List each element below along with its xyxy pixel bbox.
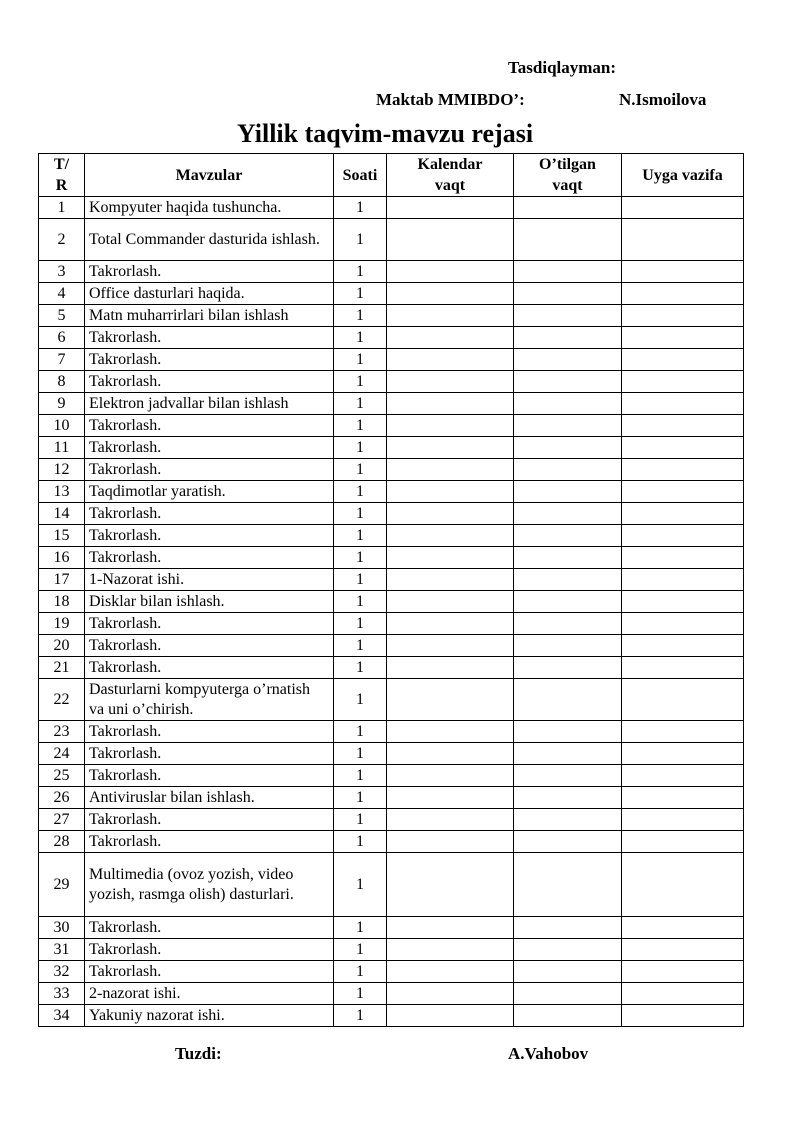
hours-cell: 1 <box>334 393 387 415</box>
calendar-time-cell <box>387 853 514 917</box>
table-row <box>39 809 744 831</box>
homework-cell <box>622 809 744 831</box>
row-number-cell: 6 <box>39 327 85 349</box>
calendar-time-cell <box>387 393 514 415</box>
completed-time-cell <box>514 743 622 765</box>
topic-cell: Antiviruslar bilan ishlash. <box>85 787 334 809</box>
table-row <box>39 349 744 371</box>
hours-cell: 1 <box>334 261 387 283</box>
column-header-topics: Mavzular <box>85 154 334 197</box>
column-header-hours: Soati <box>334 154 387 197</box>
table-row <box>39 961 744 983</box>
row-number-cell: 30 <box>39 917 85 939</box>
approval-label: Tasdiqlayman: <box>508 58 617 77</box>
homework-cell <box>622 197 744 219</box>
calendar-time-cell <box>387 197 514 219</box>
row-number-cell: 18 <box>39 591 85 613</box>
homework-cell <box>622 261 744 283</box>
calendar-time-cell <box>387 437 514 459</box>
calendar-time-cell <box>387 569 514 591</box>
homework-cell <box>622 547 744 569</box>
hours-cell: 1 <box>334 547 387 569</box>
topic-cell: Takrorlash. <box>85 743 334 765</box>
hours-cell: 1 <box>334 503 387 525</box>
topic-cell: Takrorlash. <box>85 503 334 525</box>
completed-time-cell <box>514 917 622 939</box>
topic-cell: Takrorlash. <box>85 809 334 831</box>
table-row <box>39 261 744 283</box>
table-row <box>39 327 744 349</box>
table-row <box>39 437 744 459</box>
topic-cell: Taqdimotlar yaratish. <box>85 481 334 503</box>
hours-cell: 1 <box>334 283 387 305</box>
completed-time-cell <box>514 765 622 787</box>
row-number-cell: 7 <box>39 349 85 371</box>
calendar-time-cell <box>387 809 514 831</box>
calendar-time-cell <box>387 547 514 569</box>
homework-cell <box>622 525 744 547</box>
topic-cell: Takrorlash. <box>85 349 334 371</box>
hours-cell: 1 <box>334 787 387 809</box>
row-number-cell: 9 <box>39 393 85 415</box>
table-row <box>39 787 744 809</box>
hours-cell: 1 <box>334 327 387 349</box>
calendar-time-cell <box>387 371 514 393</box>
calendar-time-cell <box>387 481 514 503</box>
calendar-time-cell <box>387 613 514 635</box>
topic-cell: Takrorlash. <box>85 437 334 459</box>
hours-cell: 1 <box>334 721 387 743</box>
hours-cell: 1 <box>334 917 387 939</box>
homework-cell <box>622 569 744 591</box>
hours-cell: 1 <box>334 743 387 765</box>
calendar-time-cell <box>387 961 514 983</box>
completed-time-cell <box>514 305 622 327</box>
calendar-time-cell <box>387 261 514 283</box>
topic-cell: Elektron jadvallar bilan ishlash <box>85 393 334 415</box>
completed-time-cell <box>514 569 622 591</box>
row-number-cell: 23 <box>39 721 85 743</box>
row-number-cell: 11 <box>39 437 85 459</box>
table-row <box>39 219 744 261</box>
hours-cell: 1 <box>334 613 387 635</box>
row-number-cell: 21 <box>39 657 85 679</box>
homework-cell <box>622 591 744 613</box>
hours-cell: 1 <box>334 437 387 459</box>
table-body <box>39 197 744 1027</box>
row-number-cell: 20 <box>39 635 85 657</box>
row-number-cell: 12 <box>39 459 85 481</box>
calendar-time-cell <box>387 415 514 437</box>
topic-cell: Takrorlash. <box>85 939 334 961</box>
topic-cell: Total Commander dasturida ishlash. <box>85 219 334 261</box>
topic-cell: 1-Nazorat ishi. <box>85 569 334 591</box>
homework-cell <box>622 721 744 743</box>
completed-time-cell <box>514 547 622 569</box>
table-row <box>39 721 744 743</box>
row-number-cell: 27 <box>39 809 85 831</box>
completed-time-cell <box>514 721 622 743</box>
row-number-cell: 25 <box>39 765 85 787</box>
calendar-time-cell <box>387 743 514 765</box>
table-row <box>39 393 744 415</box>
topic-cell: Matn muharrirlari bilan ishlash <box>85 305 334 327</box>
calendar-time-cell <box>387 679 514 721</box>
topic-cell: Yakuniy nazorat ishi. <box>85 1005 334 1027</box>
completed-time-cell <box>514 349 622 371</box>
topic-cell: Multimedia (ovoz yozish, video yozish, rasmga olish) dasturlari. <box>85 853 334 917</box>
homework-cell <box>622 349 744 371</box>
table-row <box>39 371 744 393</box>
completed-time-cell <box>514 657 622 679</box>
row-number-cell: 29 <box>39 853 85 917</box>
table-row <box>39 591 744 613</box>
column-header-homework: Uyga vazifa <box>622 154 744 197</box>
homework-cell <box>622 613 744 635</box>
calendar-time-cell <box>387 305 514 327</box>
topic-cell: Takrorlash. <box>85 765 334 787</box>
table-row <box>39 415 744 437</box>
calendar-time-cell <box>387 1005 514 1027</box>
table-row <box>39 547 744 569</box>
completed-time-cell <box>514 809 622 831</box>
topic-cell: Takrorlash. <box>85 657 334 679</box>
topic-cell: Takrorlash. <box>85 261 334 283</box>
topic-cell: Takrorlash. <box>85 459 334 481</box>
topic-cell: Takrorlash. <box>85 721 334 743</box>
completed-time-cell <box>514 939 622 961</box>
topic-cell: Takrorlash. <box>85 917 334 939</box>
homework-cell <box>622 961 744 983</box>
calendar-time-cell <box>387 787 514 809</box>
row-number-cell: 10 <box>39 415 85 437</box>
row-number-cell: 19 <box>39 613 85 635</box>
row-number-cell: 14 <box>39 503 85 525</box>
table-row <box>39 1005 744 1027</box>
director-name: N.Ismoilova <box>619 90 707 109</box>
director-label: Maktab MMIBDO’: <box>376 90 525 109</box>
homework-cell <box>622 219 744 261</box>
homework-cell <box>622 831 744 853</box>
row-number-cell: 8 <box>39 371 85 393</box>
completed-time-cell <box>514 787 622 809</box>
calendar-time-cell <box>387 635 514 657</box>
completed-time-cell <box>514 371 622 393</box>
table-row <box>39 635 744 657</box>
hours-cell: 1 <box>334 371 387 393</box>
table-row <box>39 481 744 503</box>
table-row <box>39 917 744 939</box>
row-number-cell: 24 <box>39 743 85 765</box>
calendar-time-cell <box>387 283 514 305</box>
calendar-time-cell <box>387 831 514 853</box>
completed-time-cell <box>514 831 622 853</box>
table-row <box>39 939 744 961</box>
completed-time-cell <box>514 983 622 1005</box>
hours-cell: 1 <box>334 657 387 679</box>
row-number-cell: 28 <box>39 831 85 853</box>
calendar-time-cell <box>387 917 514 939</box>
calendar-time-cell <box>387 525 514 547</box>
row-number-cell: 17 <box>39 569 85 591</box>
row-number-cell: 31 <box>39 939 85 961</box>
topic-cell: Takrorlash. <box>85 327 334 349</box>
hours-cell: 1 <box>334 765 387 787</box>
hours-cell: 1 <box>334 983 387 1005</box>
hours-cell: 1 <box>334 415 387 437</box>
row-number-cell: 5 <box>39 305 85 327</box>
calendar-time-cell <box>387 983 514 1005</box>
homework-cell <box>622 371 744 393</box>
row-number-cell: 26 <box>39 787 85 809</box>
column-header-completed-time: O’tilgan vaqt <box>514 154 622 197</box>
completed-time-cell <box>514 525 622 547</box>
topic-cell: 2-nazorat ishi. <box>85 983 334 1005</box>
row-number-cell: 33 <box>39 983 85 1005</box>
hours-cell: 1 <box>334 305 387 327</box>
hours-cell: 1 <box>334 349 387 371</box>
completed-time-cell <box>514 853 622 917</box>
topic-cell: Takrorlash. <box>85 831 334 853</box>
completed-time-cell <box>514 679 622 721</box>
row-number-cell: 3 <box>39 261 85 283</box>
hours-cell: 1 <box>334 961 387 983</box>
homework-cell <box>622 503 744 525</box>
hours-cell: 1 <box>334 591 387 613</box>
table-row <box>39 853 744 917</box>
homework-cell <box>622 415 744 437</box>
hours-cell: 1 <box>334 1005 387 1027</box>
topic-cell: Dasturlarni kompyuterga o’rnatish va uni o’chirish. <box>85 679 334 721</box>
topic-cell: Takrorlash. <box>85 961 334 983</box>
topic-cell: Takrorlash. <box>85 415 334 437</box>
calendar-time-cell <box>387 939 514 961</box>
table-row <box>39 197 744 219</box>
calendar-time-cell <box>387 349 514 371</box>
calendar-time-cell <box>387 503 514 525</box>
homework-cell <box>622 635 744 657</box>
table-row <box>39 831 744 853</box>
hours-cell: 1 <box>334 809 387 831</box>
completed-time-cell <box>514 327 622 349</box>
row-number-cell: 22 <box>39 679 85 721</box>
row-number-cell: 15 <box>39 525 85 547</box>
calendar-time-cell <box>387 765 514 787</box>
lesson-plan-table <box>38 153 744 1027</box>
table-row <box>39 459 744 481</box>
hours-cell: 1 <box>334 525 387 547</box>
completed-time-cell <box>514 635 622 657</box>
hours-cell: 1 <box>334 635 387 657</box>
completed-time-cell <box>514 219 622 261</box>
table-row <box>39 569 744 591</box>
hours-cell: 1 <box>334 219 387 261</box>
homework-cell <box>622 459 744 481</box>
table-row <box>39 983 744 1005</box>
calendar-time-cell <box>387 721 514 743</box>
table-header-row <box>39 154 744 197</box>
hours-cell: 1 <box>334 679 387 721</box>
document-title: Yillik taqvim-mavzu rejasi <box>236 119 534 148</box>
row-number-cell: 2 <box>39 219 85 261</box>
homework-cell <box>622 983 744 1005</box>
homework-cell <box>622 327 744 349</box>
row-number-cell: 4 <box>39 283 85 305</box>
homework-cell <box>622 305 744 327</box>
completed-time-cell <box>514 503 622 525</box>
homework-cell <box>622 437 744 459</box>
row-number-cell: 13 <box>39 481 85 503</box>
calendar-time-cell <box>387 219 514 261</box>
calendar-time-cell <box>387 459 514 481</box>
calendar-time-cell <box>387 657 514 679</box>
column-header-calendar-time: Kalendar vaqt <box>387 154 514 197</box>
homework-cell <box>622 765 744 787</box>
completed-time-cell <box>514 961 622 983</box>
row-number-cell: 32 <box>39 961 85 983</box>
hours-cell: 1 <box>334 569 387 591</box>
table-row <box>39 305 744 327</box>
completed-time-cell <box>514 197 622 219</box>
completed-time-cell <box>514 261 622 283</box>
topic-cell: Takrorlash. <box>85 635 334 657</box>
table-row <box>39 613 744 635</box>
hours-cell: 1 <box>334 831 387 853</box>
row-number-cell: 1 <box>39 197 85 219</box>
table-row <box>39 657 744 679</box>
homework-cell <box>622 283 744 305</box>
table-row <box>39 525 744 547</box>
hours-cell: 1 <box>334 197 387 219</box>
completed-time-cell <box>514 613 622 635</box>
row-number-cell: 34 <box>39 1005 85 1027</box>
column-header-number: T/ R <box>39 154 85 197</box>
completed-time-cell <box>514 481 622 503</box>
topic-cell: Disklar bilan ishlash. <box>85 591 334 613</box>
hours-cell: 1 <box>334 853 387 917</box>
homework-cell <box>622 679 744 721</box>
homework-cell <box>622 917 744 939</box>
table-row <box>39 743 744 765</box>
compiler-name: A.Vahobov <box>508 1044 589 1063</box>
topic-cell: Office dasturlari haqida. <box>85 283 334 305</box>
topic-cell: Takrorlash. <box>85 525 334 547</box>
completed-time-cell <box>514 459 622 481</box>
completed-time-cell <box>514 393 622 415</box>
homework-cell <box>622 393 744 415</box>
homework-cell <box>622 939 744 961</box>
topic-cell: Takrorlash. <box>85 371 334 393</box>
completed-time-cell <box>514 283 622 305</box>
homework-cell <box>622 853 744 917</box>
table-row <box>39 679 744 721</box>
homework-cell <box>622 481 744 503</box>
hours-cell: 1 <box>334 939 387 961</box>
compiled-label: Tuzdi: <box>175 1044 222 1063</box>
topic-cell: Kompyuter haqida tushuncha. <box>85 197 334 219</box>
homework-cell <box>622 743 744 765</box>
completed-time-cell <box>514 591 622 613</box>
table-row <box>39 503 744 525</box>
completed-time-cell <box>514 415 622 437</box>
hours-cell: 1 <box>334 481 387 503</box>
homework-cell <box>622 787 744 809</box>
completed-time-cell <box>514 1005 622 1027</box>
row-number-cell: 16 <box>39 547 85 569</box>
completed-time-cell <box>514 437 622 459</box>
homework-cell <box>622 1005 744 1027</box>
hours-cell: 1 <box>334 459 387 481</box>
homework-cell <box>622 657 744 679</box>
table-row <box>39 765 744 787</box>
table-row <box>39 283 744 305</box>
topic-cell: Takrorlash. <box>85 613 334 635</box>
calendar-time-cell <box>387 591 514 613</box>
topic-cell: Takrorlash. <box>85 547 334 569</box>
calendar-time-cell <box>387 327 514 349</box>
